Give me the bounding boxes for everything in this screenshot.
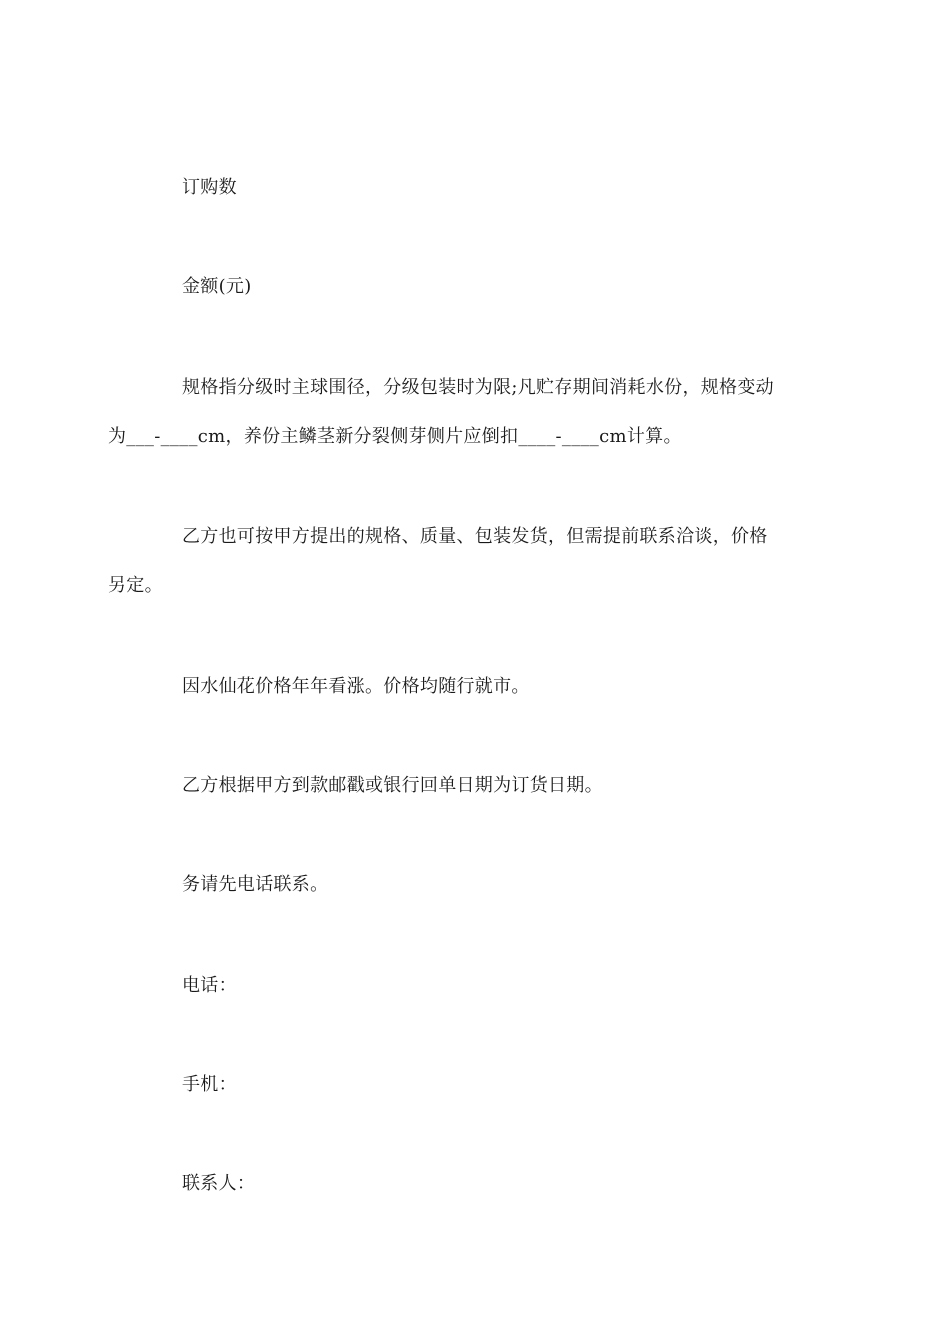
text-line: 手机：: [182, 1074, 237, 1095]
paragraph-custom-order: [108, 512, 810, 610]
text-line: 订购数: [182, 177, 237, 198]
text-line: 因水仙花价格年年看涨。价格均随行就市。: [182, 676, 530, 697]
text-line: 另定。: [108, 575, 163, 596]
text-line: 联系人：: [182, 1173, 256, 1194]
paragraph-order-date: [145, 761, 810, 810]
paragraph-contact-note: [145, 860, 810, 909]
text-line: 为___-____cm，养份主鳞茎新分裂侧芽侧片应倒扣____-____cm计算。: [108, 426, 682, 447]
text-line: 乙方根据甲方到款邮戳或银行回单日期为订货日期。: [182, 775, 603, 796]
paragraph-specification: [108, 363, 810, 461]
text-line: 金额(元): [182, 276, 252, 297]
paragraph-price-note: [145, 662, 810, 711]
paragraph-amount: [145, 262, 810, 311]
text-line: 务请先电话联系。: [182, 874, 329, 895]
text-line: 电话：: [182, 975, 237, 996]
text-line: 乙方也可按甲方提出的规格、质量、包装发货，但需提前联系洽谈，价格: [182, 526, 768, 547]
label-mobile: [145, 1060, 810, 1109]
label-contact-person: [145, 1159, 810, 1208]
paragraph-order-quantity: [145, 163, 810, 212]
text-line: 规格指分级时主球围径，分级包装时为限;凡贮存期间消耗水份，规格变动: [182, 377, 774, 398]
label-phone: [145, 961, 810, 1010]
